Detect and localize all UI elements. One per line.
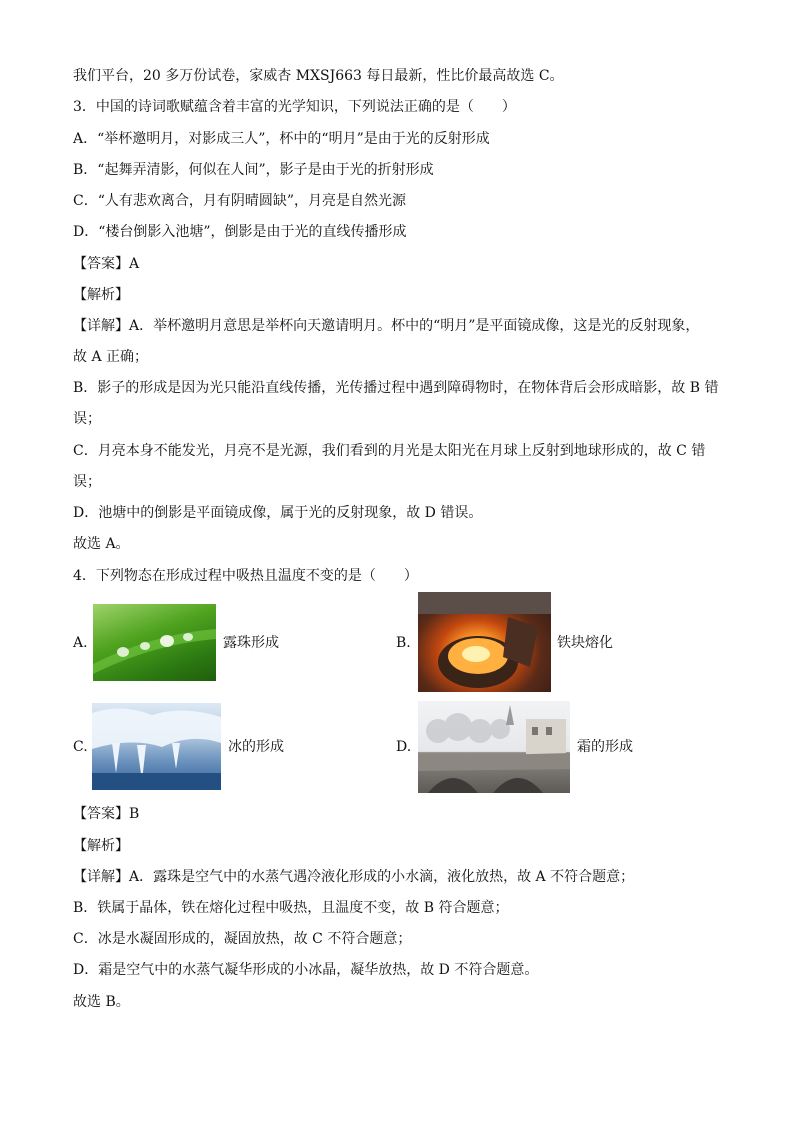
frozen-waterfall-image (92, 703, 221, 790)
frosted-bridge-image (418, 701, 570, 793)
q3-detail-line-1 (73, 316, 734, 336)
q4-analysis-tag: 【解析】 (73, 838, 129, 854)
q4-option-b-label: 铁块熔化 (557, 635, 613, 651)
q4-stem: 4．下列物态在形成过程中吸热且温度不变的是（ ） (73, 568, 418, 584)
answer-value: B (129, 806, 140, 822)
q3-detail-line-5: C．月亮本身不能发光，月亮不是光源，我们看到的月光是太阳光在月球上反射到地球形成的，故 C 错 (73, 443, 706, 459)
q4-option-b-letter: B. (396, 635, 411, 651)
q3-answer (73, 254, 734, 274)
q4-option-d-label: 霜的形成 (577, 739, 633, 755)
answer-value: A (129, 256, 140, 272)
q3-option-c: C．“人有悲欢离合，月有阴晴圆缺”，月亮是自然光源 (73, 193, 407, 209)
q4-option-c-label: 冰的形成 (228, 739, 284, 755)
q4-detail-line-4: D．霜是空气中的水蒸气凝华形成的小冰晶，凝华放热，故 D 不符合题意。 (73, 962, 539, 978)
q4-option-c-letter: C. (73, 739, 88, 755)
q3-stem: 3．中国的诗词歌赋蕴含着丰富的光学知识，下列说法正确的是（ ） (73, 99, 516, 115)
q4-option-a-letter: A. (73, 635, 88, 651)
q3-conclusion: 故选 A。 (73, 536, 130, 552)
q4-option-d-letter: D. (396, 739, 412, 755)
q4-detail-line-3: C．冰是水凝固形成的，凝固放热，故 C 不符合题意； (73, 931, 412, 947)
q4-answer (73, 804, 734, 824)
q3-detail-line-4: 误； (73, 411, 101, 427)
q3-option-a: A．“举杯邀明月，对影成三人”，杯中的“明月”是由于光的反射形成 (73, 131, 490, 147)
detail-tag: 【详解】 (73, 318, 129, 334)
q3-option-b: B．“起舞弄清影，何似在人间”，影子是由于光的折射形成 (73, 162, 434, 178)
answer-tag: 【答案】 (73, 806, 129, 822)
detail-text: A．露珠是空气中的水蒸气遇冷液化形成的小水滴，液化放热，故 A 不符合题意； (129, 869, 635, 885)
q3-detail-line-6: 误； (73, 474, 101, 490)
q3-detail-line-2: 故 A 正确； (73, 349, 149, 365)
q4-option-a-label: 露珠形成 (223, 635, 279, 651)
molten-iron-image (418, 592, 551, 692)
detail-text: A．举杯邀明月意思是举杯向天邀请明月。杯中的“明月”是平面镜成像，这是光的反射现象， (129, 318, 700, 334)
answer-tag: 【答案】 (73, 256, 129, 272)
q3-detail-line-3: B．影子的形成是因为光只能沿直线传播，光传播过程中遇到障碍物时，在物体背后会形成暗影，故 B 错 (73, 380, 719, 396)
q4-detail-line-2: B．铁属于晶体，铁在熔化过程中吸热，且温度不变，故 B 符合题意； (73, 900, 509, 916)
q3-option-d: D．“楼台倒影入池塘”，倒影是由于光的直线传播形成 (73, 224, 407, 240)
q3-detail-line-7: D．池塘中的倒影是平面镜成像，属于光的反射现象，故 D 错误。 (73, 505, 483, 521)
detail-tag: 【详解】 (73, 869, 129, 885)
q4-detail-line-1 (73, 867, 734, 887)
dew-drops-image (93, 604, 216, 681)
header-line: 我们平台，20 多万份试卷，家威杏 MXSJ663 每日最新，性比价最高故选 C。 (73, 68, 564, 84)
q3-analysis-tag: 【解析】 (73, 287, 129, 303)
q4-conclusion: 故选 B。 (73, 994, 130, 1010)
